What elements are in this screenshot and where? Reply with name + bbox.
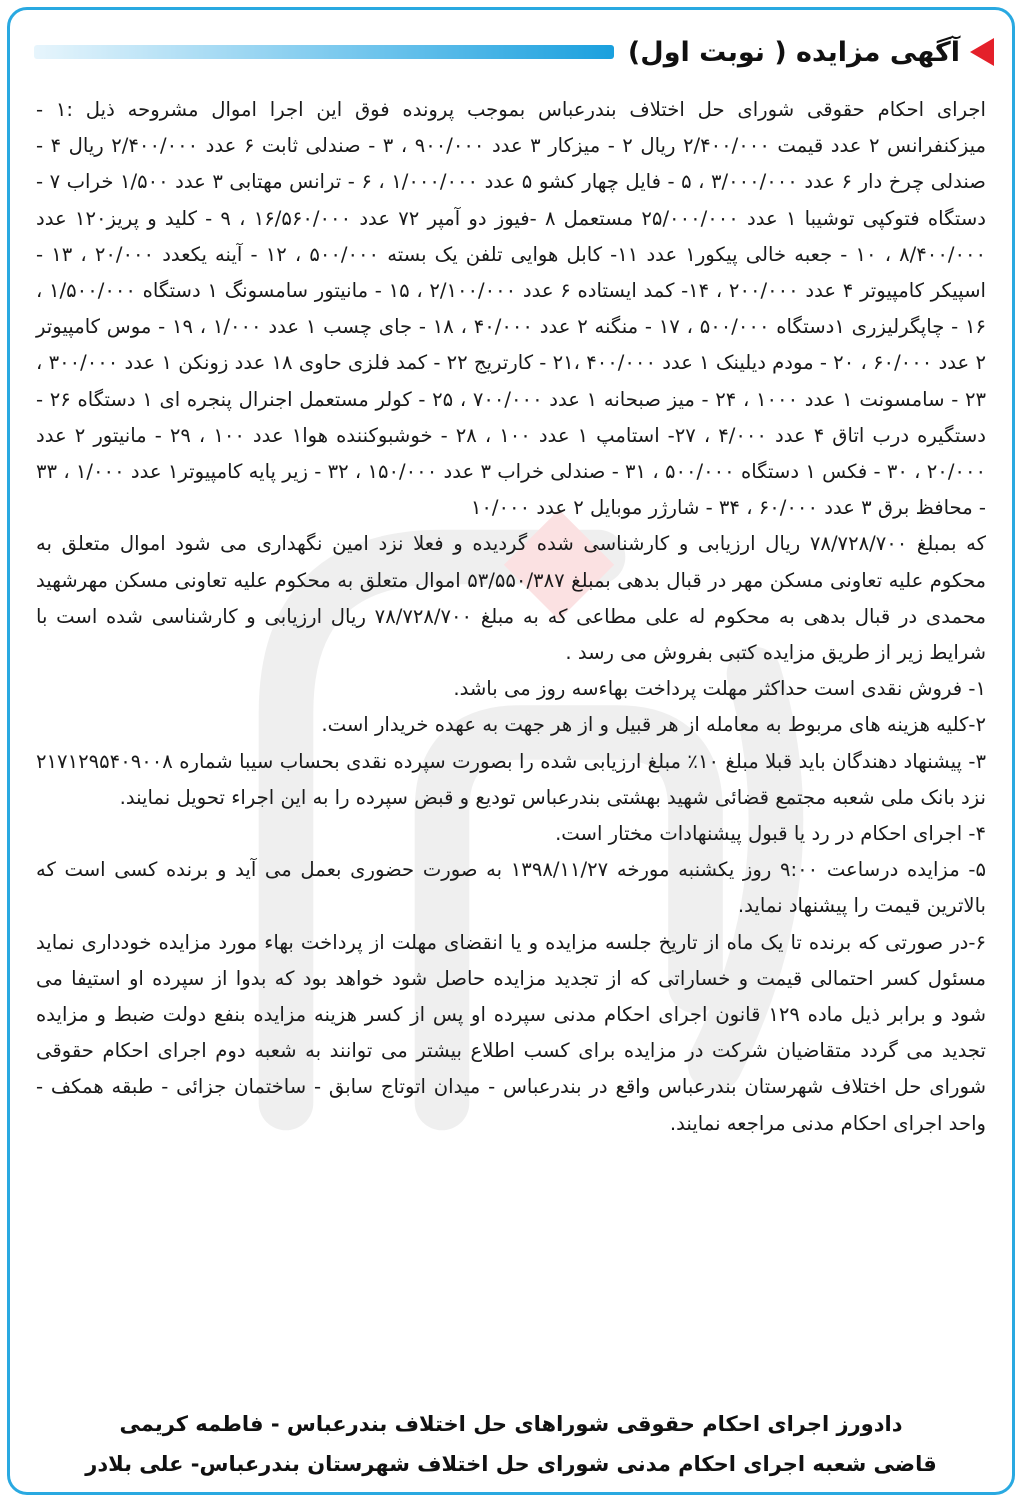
triangle-arrow-icon [970,38,994,66]
signature-line-1: دادورز اجرای احکام حقوقی شوراهای حل اختلاف بندرعباس - فاطمه کریمی [119,1412,903,1436]
condition-2: ۲-کلیه هزینه های مربوط به معامله از هر قبیل و از هر جهت به عهده خریدار است. [321,713,986,737]
condition-1: ۱- فروش نقدی است حداکثر مهلت پرداخت بهاءسه روز می باشد. [453,677,986,701]
signature-line-2: قاضی شعبه اجرای احکام مدنی شورای حل اختلاف شهرستان بندرعباس- علی بلادر [85,1452,937,1476]
condition-5: ۵- مزایده درساعت ۹:۰۰ روز یکشنبه مورخه ۱۳۹۸/۱۱/۲۷ به صورت حضوری بعمل می آید و برنده کسی است که بالاترین قیمت را پیشنهاد نماید. [36,858,986,918]
condition-6: ۶-در صورتی که برنده تا یک ماه از تاریخ جلسه مزایده و یا انقضای مهلت از پرداخت بهاء مورد مزایده خودداری نماید مسئول کسر احتمالی قیمت و خساراتی که از تجدید مزایده حاصل شود خواهد بود که بدوا از سپرده او استیفا می شود و برابر ذیل ماده ۱۲۹ قانون اجرای احکام مدنی سپرده او پس از کسر هزینه مزایده بنفع دولت ضبط و مزایده تجدید می گردد متقاضیان شرکت در مزایده برای کسب اطلاع بیشتر می توانند به شعبه دوم اجرای احکام حقوقی شورای حل اختلاف شهرستان بندرعباس واقع در بندرعباس - میدان اتوتاج سابق - ساختمان جزائی - طبقه همکف - واحد اجرای احکام مدنی مراجعه نمایند. [36,930,986,1135]
condition-4: ۴- اجرای احکام در رد یا قبول پیشنهادات مختار است. [555,822,986,846]
items-paragraph: اجرای احکام حقوقی شورای حل اختلاف بندرعباس بموجب پرونده فوق این اجرا اموال مشروحه ذیل :۱ - میزکنفرانس ۲ عدد قیمت ۲/۴۰۰/۰۰۰ ریال ۲ - میزکار ۳ عدد ۹۰۰/۰۰۰ ، ۳ - صندلی ثابت ۶ عدد ۲/۴۰۰/۰۰۰ ریال ۴ - صندلی چرخ دار ۶ عدد ۳/۰۰۰/۰۰۰ ، ۵ - فایل چهار کشو ۵ عدد ۱/۰۰۰/۰۰۰ ، ۶ - ترانس مهتابی ۳ عدد ۱/۵۰۰ خراب ۷ - دستگاه فتوکپی توشیبا ۱ عدد ۲۵/۰۰۰/۰۰۰ مستعمل ۸ -فیوز دو آمپر ۷۲ عدد ۱۶/۵۶۰/۰۰۰ ، ۹ - کلید و پریز۱۲۰ عدد ۸/۴۰۰/۰۰۰ ، ۱۰ - جعبه خالی پیکور۱ عدد ۱۱- کابل هوایی تلفن یک بسته ۵۰۰/۰۰۰ ، ۱۲ - آینه یکعدد ۲۰/۰۰۰ ، ۱۳ - اسپیکر کامپیوتر ۴ عدد ۲۰۰/۰۰۰ ، ۱۴- کمد ایستاده ۶ عدد ۲/۱۰۰/۰۰۰ ، ۱۵ - مانیتور سامسونگ ۱ دستگاه ۱/۵۰۰/۰۰۰ ، ۱۶ - چاپگرلیزری ۱دستگاه ۵۰۰/۰۰۰ ، ۱۷ - منگنه ۲ عدد ۴۰/۰۰۰ ، ۱۸ - جای چسب ۱ عدد ۱/۰۰۰ ، ۱۹ - موس کامپیوتر ۲ عدد ۶۰/۰۰۰ ، ۲۰ - مودم دیلینک ۱ عدد ۴۰۰/۰۰۰ ،۲۱ - کارتریج ۲۲ - کمد فلزی حاوی ۱۸ عدد زونکن ۱ عدد ۳۰۰/۰۰۰ ، ۲۳ - سامسونت ۱ عدد ۱۰۰۰ ، ۲۴ - میز صبحانه ۱ عدد ۷۰۰/۰۰۰ ، ۲۵ - کولر مستعمل اجنرال پنجره ای ۱ دستگاه ۲۶ - دستگیره درب اتاق ۴ عدد ۴/۰۰۰ ، ۲۷- استامپ ۱ عدد ۱۰۰ ، ۲۸ - خوشبوکننده هوا۱ عدد ۱۰۰ ، ۲۹ - مانیتور ۲ عدد ۲۰/۰۰۰ ، ۳۰ - فکس ۱ دستگاه ۵۰۰/۰۰۰ ، ۳۱ - صندلی خراب ۳ عدد ۱۵۰/۰۰۰ ، ۳۲ - زیر پایه کامپیوتر۱ عدد ۱/۰۰۰ ، ۳۳ - محافظ برق ۳ عدد ۶۰/۰۰۰ ، ۳۴ - شارژر موبایل ۲ عدد ۱۰/۰۰۰ [36,98,987,520]
condition-3: ۳- پیشنهاد دهندگان باید قبلا مبلغ ۱۰٪ مبلغ ارزیابی شده را بصورت سپرده نقدی بحساب سیبا شماره ۲۱۷۱۲۹۵۴۰۹۰۰۸ نزد بانک ملی شعبه مجتمع قضائی شهید بهشتی بندرعباس تودیع و قبض سپرده را به این اجراء تحویل نمایند. [36,749,986,809]
notice-frame [7,7,1015,1495]
valuation-paragraph: که بمبلغ ۷۸/۷۲۸/۷۰۰ ریال ارزیابی و کارشناسی شده گردیده و فعلا نزد امین نگهداری می شود اموال متعلق به محکوم علیه تعاونی مسکن مهر در قبال بدهی بمبلغ ۵۳/۵۵۰/۳۸۷ اموال متعلق به محکوم علیه تعاونی مسکن مهرشهید محمدی در قبال بدهی به محکوم له علی مطاعی که به مبلغ ۷۸/۷۲۸/۷۰۰ ریال ارزیابی و کارشناسی شده است با شرایط زیر از طریق مزایده کتبی بفروش می رسد . [36,532,987,665]
signature-block [36,1404,986,1484]
notice-body [36,92,986,1142]
notice-header [34,22,994,82]
header-gradient-bar [34,45,614,59]
notice-title: آگهی مزایده ( نوبت اول) [627,36,960,68]
